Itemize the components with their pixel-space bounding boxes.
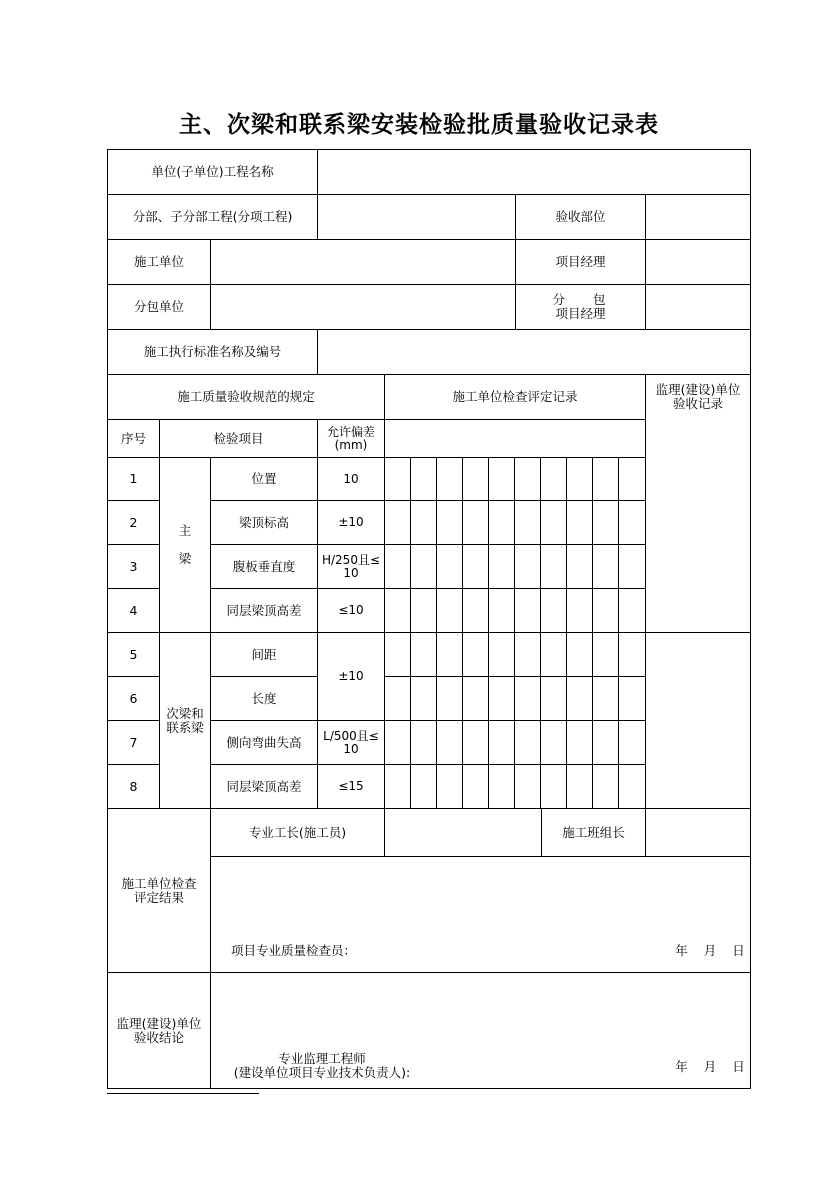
subproject-label: 分部、子分部工程(分项工程) [132, 209, 293, 224]
inspector-label: 项目专业质量检查员： [231, 943, 357, 958]
construction-unit-label: 施工单位 [133, 254, 184, 269]
project-manager-label: 项目经理 [555, 254, 606, 269]
main-beam-group: 主 梁 [178, 523, 192, 566]
secondary-beam-group: 次梁和 联系梁 [166, 705, 204, 735]
supervisor-label: 专业监理工程师 (建设单位项目专业技术负责人): [233, 1051, 411, 1080]
tolerance-header: 允许偏差 (mm) [326, 424, 375, 452]
table-row-tolerance: 10 [343, 471, 359, 486]
table-row-seq: 1 [129, 471, 138, 486]
team-leader-label: 施工班组长 [562, 824, 625, 840]
table-row-tolerance: L/500且≤ 10 [323, 728, 379, 756]
foreman-label: 专业工长(施工员) [248, 824, 347, 840]
subcontract-manager-label [516, 285, 645, 329]
subcontract-label-line1: 分 包 [552, 292, 609, 307]
standard-label: 施工执行标准名称及编号 [143, 344, 282, 359]
seq-header: 序号 [120, 430, 146, 446]
table-row-item: 腹板垂直度 [232, 558, 296, 574]
table-row-item: 同层梁顶高差 [226, 778, 302, 794]
table-row-tolerance: ≤10 [338, 603, 364, 617]
date-label-2: 年 月 日 [675, 1059, 745, 1074]
table-row-item: 长度 [251, 690, 277, 706]
supervision-conclusion-label: 监理(建设)单位 验收结论 [116, 1015, 202, 1045]
table-row-item: 梁顶标高 [238, 514, 289, 530]
table-row-seq: 6 [129, 690, 138, 706]
item-header: 检验项目 [213, 430, 264, 446]
table-row-seq: 3 [129, 558, 138, 574]
table-row-item: 同层梁顶高差 [226, 602, 302, 618]
table-row-tolerance: ≤15 [338, 779, 364, 793]
unit-record-header: 施工单位检查评定记录 [452, 389, 578, 404]
spec-rules-header: 施工质量验收规范的规定 [177, 389, 315, 404]
subcontract-unit-label: 分包单位 [133, 299, 184, 314]
table-row-seq: 7 [129, 734, 138, 750]
table-row-seq: 2 [129, 514, 138, 530]
acceptance-part-label: 验收部位 [555, 209, 606, 224]
table-row-tolerance: H/250且≤ 10 [321, 552, 381, 580]
subcontract-label-line2: 项目经理 [555, 306, 606, 321]
table-row-item: 侧向弯曲失高 [226, 734, 302, 750]
footnote-rule [107, 1093, 259, 1094]
table-row-seq: 5 [129, 646, 138, 662]
table-row-item: 间距 [251, 646, 277, 662]
table-row-seq: 4 [129, 602, 138, 618]
page-title: 主、次梁和联系梁安装检验批质量验收记录表 [179, 111, 659, 138]
table-row-item: 位置 [251, 471, 277, 486]
supervision-record-header: 监理(建设)单位 验收记录 [655, 382, 741, 411]
date-label: 年 月 日 [675, 943, 745, 958]
unit-result-label: 施工单位检查 评定结果 [121, 875, 197, 905]
table-row-tolerance: ±10 [338, 515, 364, 529]
table-row-seq: 8 [129, 778, 138, 794]
table-row-tolerance: ±10 [338, 669, 364, 683]
project-name-label: 单位(子单位)工程名称 [151, 164, 274, 179]
